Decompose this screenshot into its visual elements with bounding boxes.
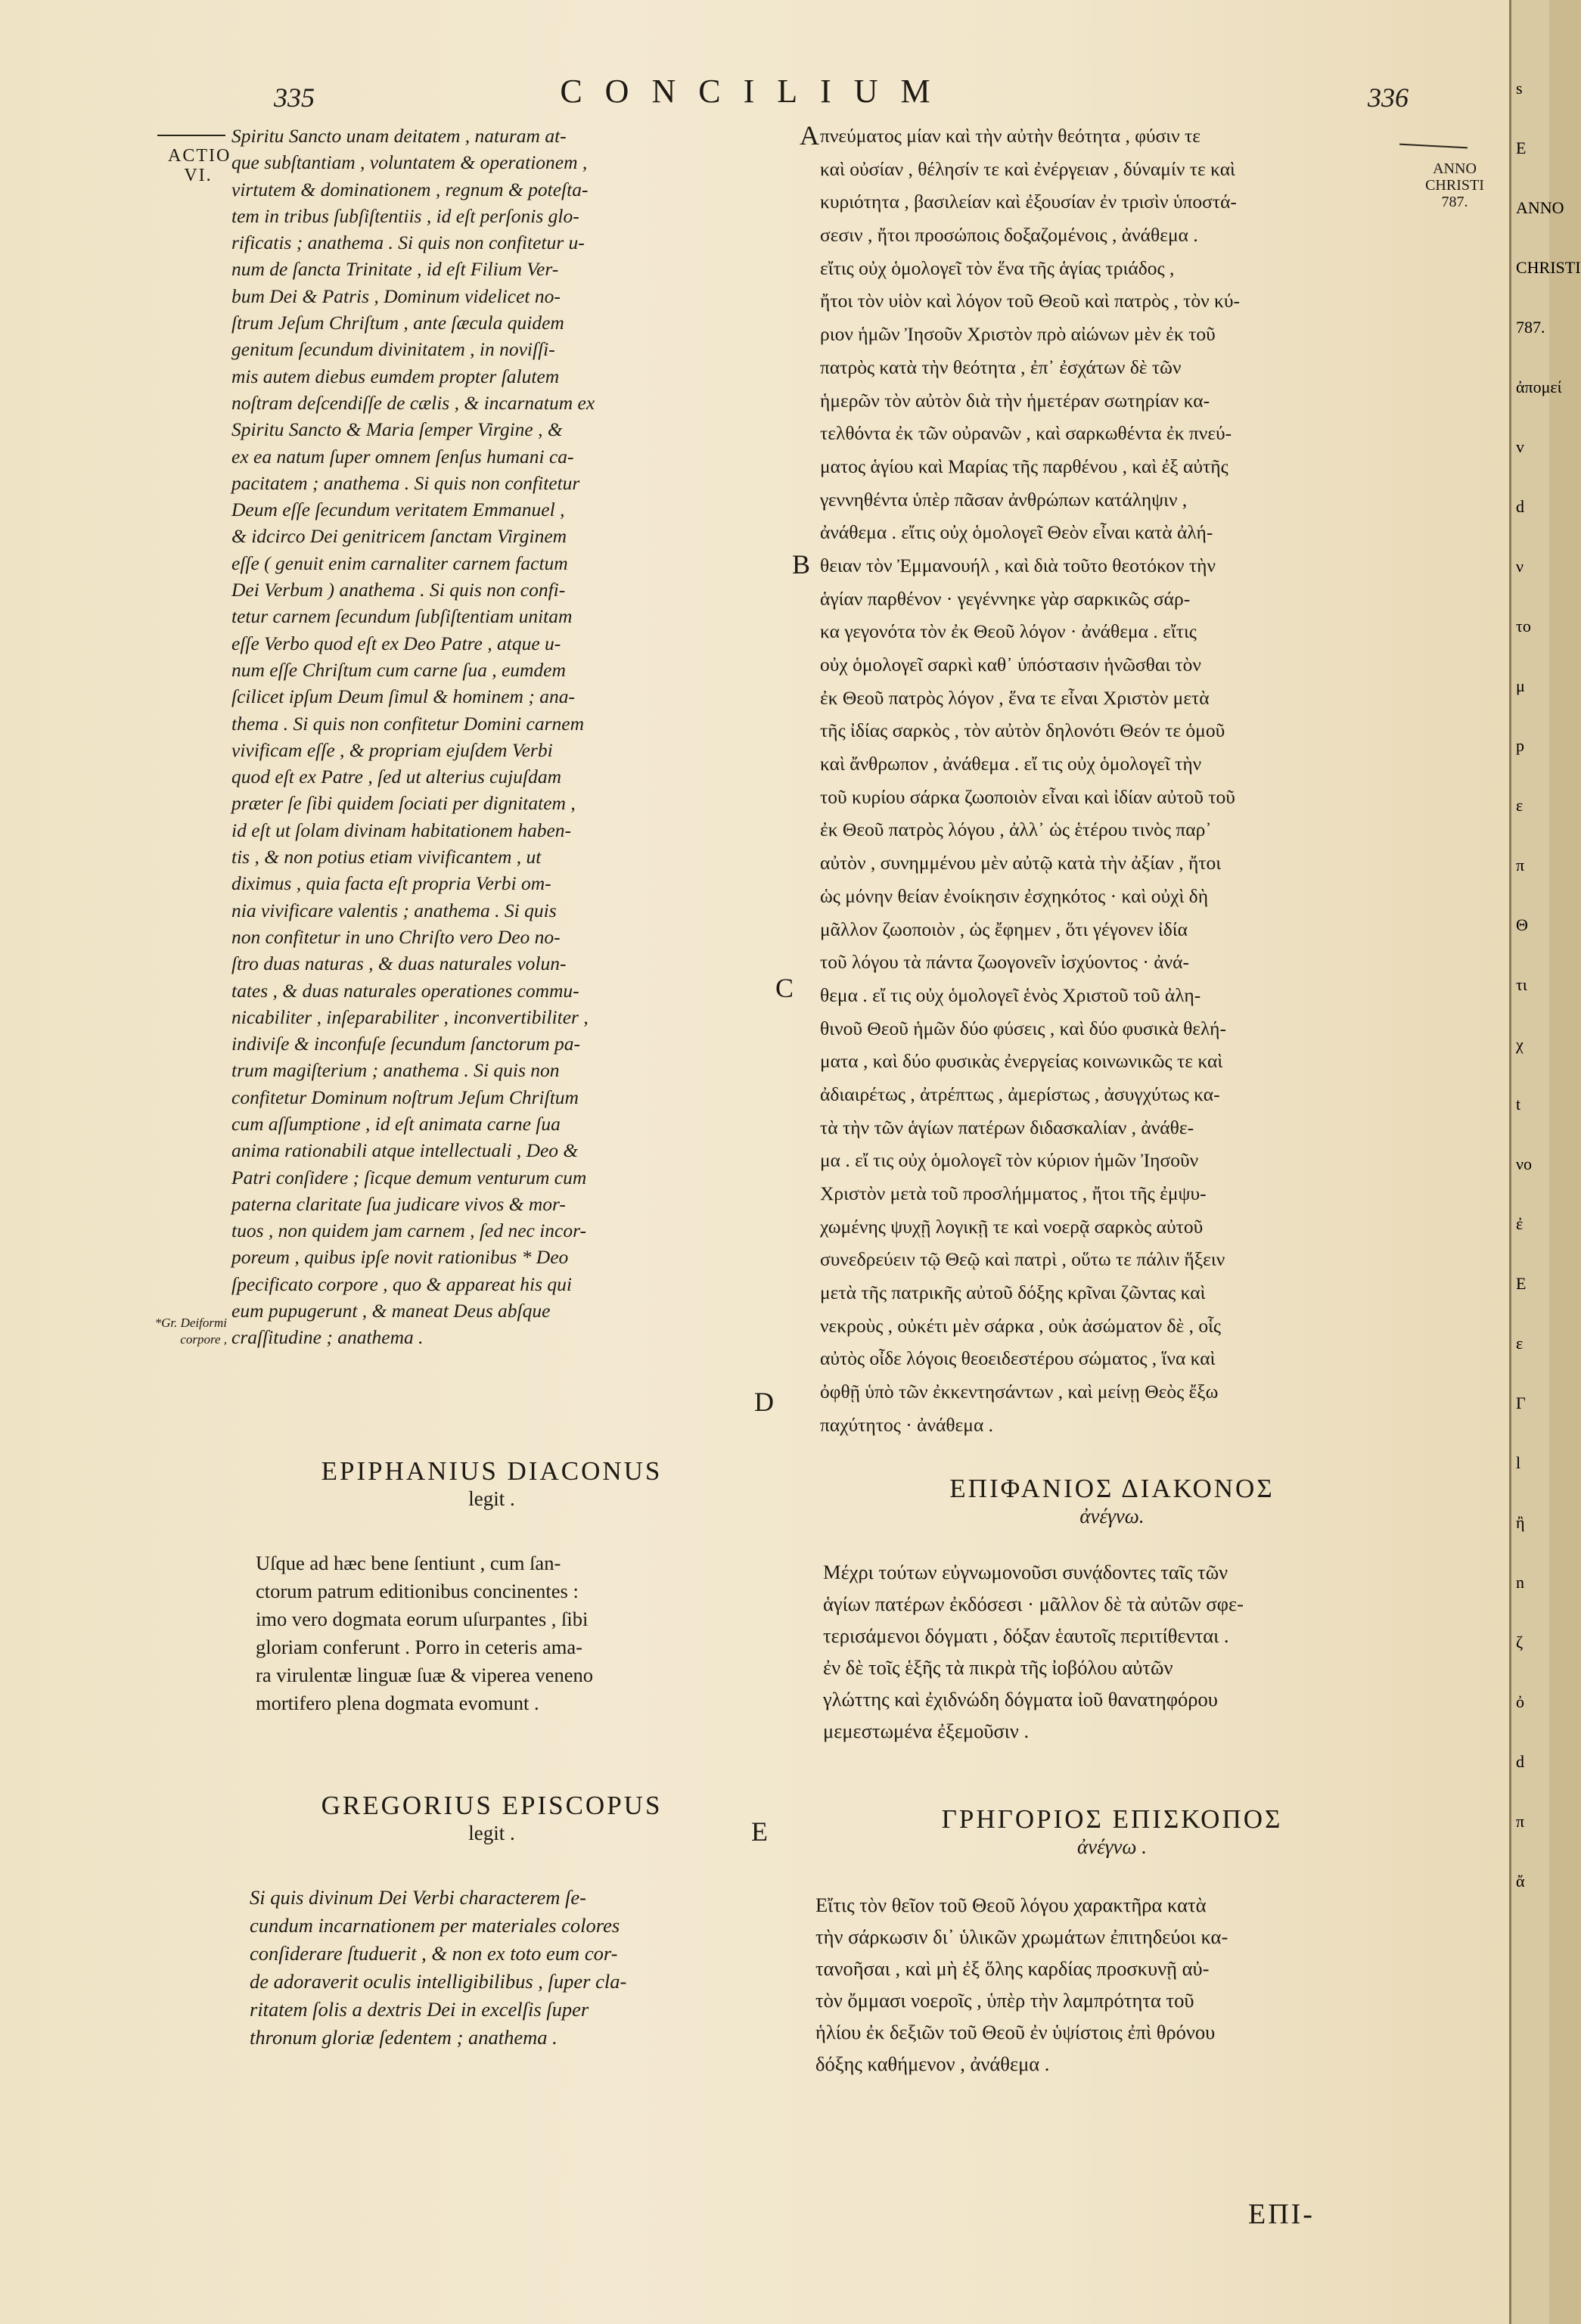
greek-text-line: νεκροὺς , οὐκέτι μὲν σάρκα , οὐκ ἀσώματον δὲ , οἷς (820, 1314, 1222, 1337)
latin-text-line: paterna claritate ſua judicare vivos & mor- (231, 1192, 566, 1215)
adjacent-page-fragment: d (1516, 1752, 1524, 1771)
greek-text-line: χωμένης ψυχῇ λογικῇ τε καὶ νοερᾷ σαρκὸς αὐτοῦ (820, 1215, 1204, 1238)
margin-rule-right (1399, 144, 1468, 149)
latin-text-line: id eſt ut ſolam divinam habitationem haben- (231, 819, 572, 841)
epiphanius-greek-sub: ἀνέγνω. (1079, 1505, 1145, 1527)
latin-text-line: eſſe Verbo quod eſt ex Deo Patre , atque u- (231, 632, 561, 654)
greek-text-line: ριον ἡμῶν Ἰησοῦν Χριστὸν πρὸ αἰώνων μὲν ἐκ τοῦ (820, 323, 1216, 346)
latin-text-line: diximus , quia facta eſt propria Verbi om- (231, 872, 551, 895)
epiphanius-latin-title: EPIPHANIUS DIACONUS (321, 1456, 663, 1486)
latin-text-line: tates , & duas naturales operationes commu- (231, 979, 579, 1002)
adjacent-page-fragment: t (1516, 1095, 1521, 1114)
page-number-left: 335 (274, 82, 315, 113)
adjacent-page-fragment: ζ (1516, 1633, 1524, 1651)
section-letter-b: B (792, 549, 811, 579)
greek-text-line: οὐχ ὁμολογεῖ σαρκὶ καθ᾽ ὑπόστασιν ἡνῶσθαι τὸν (820, 654, 1201, 676)
greek-text-line: ὡς μόνην θείαν ἐνοίκησιν ἐσχηκότος · καὶ οὐχὶ δὴ (820, 884, 1209, 907)
page-number-right: 336 (1368, 82, 1409, 113)
latin-text-line: num eſſe Chriſtum cum carne ſua , eumdem (231, 658, 566, 681)
greek-text-line: παχύτητος · ἀνάθεμα . (820, 1413, 994, 1436)
adjacent-page-fragment: ν (1516, 557, 1524, 576)
latin-text-line: pacitatem ; anathema . Si quis non confitetur (231, 471, 580, 494)
latin-text-line: ex ea natum ſuper omnem ſenſus humani ca- (231, 445, 574, 468)
adjacent-page-fragment: 787. (1516, 318, 1545, 337)
margin-rule-left (157, 135, 225, 136)
greek-text-line: ἀνάθεμα . εἴτις οὐχ ὁμολογεῖ Θεὸν εἶναι κατὰ ἀλή- (820, 521, 1213, 544)
gregorius-latin-line: conſiderare ſtuduerit , & non ex toto eum cor- (250, 1942, 618, 1965)
latin-text-line: Spiritu Sancto unam deitatem , naturam at- (231, 125, 567, 147)
adjacent-page-fragment: ἐ (1516, 1214, 1524, 1233)
greek-text-line: ὀφθῇ ὑπὸ τῶν ἐκκεντησάντων , καὶ μείνῃ Θεὸς ἔξω (820, 1381, 1219, 1403)
greek-text-line: ἀδιαιρέτως , ἀτρέπτως , ἀμερίστως , ἀσυγχύτως κα- (820, 1083, 1220, 1105)
adjacent-page-fragment: d (1516, 497, 1524, 516)
latin-text-line: vivificam eſſe , & propriam ejuſdem Verbi (231, 738, 553, 761)
adjacent-page-fragment: ἄ (1516, 1872, 1525, 1891)
greek-text-line: τελθόντα ἐκ τῶν οὐρανῶν , καὶ σαρκωθέντα ἐκ πνεύ- (820, 422, 1232, 445)
adjacent-page-fragment: p (1516, 736, 1524, 755)
latin-text-line: tetur carnem ſecundum ſubſiſtentiam unitam (231, 605, 573, 628)
latin-text-line: tem in tribus ſubſiſtentiis , id eſt perſonis glo- (231, 204, 579, 227)
margin-footnote (113, 1315, 227, 1348)
latin-text-line: eum pupugerunt , & maneat Deus abſque (231, 1300, 551, 1322)
epiphanius-latin-sub: legit . (468, 1487, 515, 1510)
latin-text-line: num de ſancta Trinitate , id eſt Filium Ver- (231, 258, 559, 281)
epiphanius-latin-line: ctorum patrum editionibus concinentes : (256, 1580, 579, 1602)
latin-text-line: craſſitudine ; anathema . (231, 1326, 424, 1349)
adjacent-page-fragment: E (1516, 138, 1527, 157)
epiphanius-latin-line: Uſque ad hæc bene ſentiunt , cum ſan- (256, 1552, 561, 1574)
latin-text-line: noſtram deſcendiſſe de cælis , & incarnatum ex (231, 391, 595, 414)
adjacent-page-fragment: το (1516, 617, 1531, 635)
greek-text-line: αὐτὸς οἶδε λόγοις θεοειδεστέρου σώματος , ἵνα καὶ (820, 1347, 1216, 1370)
adjacent-page-fragment: n (1516, 1573, 1524, 1592)
epiphanius-latin-text (256, 1549, 593, 1717)
greek-text-line: εἴτις οὐχ ὁμολογεῖ τὸν ἕνα τῆς ἁγίας τριάδος , (820, 256, 1175, 279)
margin-actio (168, 146, 231, 185)
greek-text-line: καὶ ἄνθρωπον , ἀνάθεμα . εἴ τις οὐχ ὁμολογεῖ τὴν (820, 753, 1202, 775)
epiphanius-greek-heading (779, 1474, 1445, 1528)
latin-text-line: virtutem & dominationem , regnum & poteſta- (231, 178, 589, 200)
greek-text-line: μᾶλλον ζωοποιὸν , ὡς ἔφημεν , ὅτι γέγονεν ἰδία (820, 918, 1188, 940)
epiphanius-latin-line: imo vero dogmata eorum uſurpantes , ſibi (256, 1608, 589, 1630)
epiphanius-greek-line: τερισάμενοι δόγματι , δόξαν ἑαυτοῖς περιτίθενται . (823, 1624, 1229, 1647)
adjacent-page-fragment: ε (1516, 796, 1524, 815)
latin-text-line: tis , & non potius etiam vivificantem , ut (231, 846, 542, 868)
greek-text-line: θεμα . εἴ τις οὐχ ὁμολογεῖ ἑνὸς Χριστοῦ τοῦ ἀλη- (820, 983, 1201, 1006)
gregorius-greek-line: τὴν σάρκωσιν δι᾽ ὑλικῶν χρωμάτων ἐπιτηδεύοι κα- (815, 1925, 1228, 1948)
gregorius-latin-title: GREGORIUS EPISCOPUS (321, 1791, 663, 1820)
gregorius-latin-line: ritatem ſolis a dextris Dei in excelſis ſuper (250, 1998, 589, 2021)
latin-text-line: nia vivificare valentis ; anathema . Si quis (231, 899, 557, 921)
adjacent-page-fragment: ἀπομεί (1516, 377, 1562, 396)
section-letter-d: D (754, 1387, 774, 1417)
adjacent-page-fragment: ἢ (1516, 1513, 1525, 1532)
latin-text-line: Deum eſſe ſecundum veritatem Emmanuel , (231, 499, 565, 521)
adjacent-page-edge (1509, 0, 1581, 2324)
adjacent-page-fragment: π (1516, 856, 1525, 875)
gregorius-greek-heading (779, 1804, 1445, 1859)
greek-text-line: ἤτοι τὸν υἱὸν καὶ λόγον τοῦ Θεοῦ καὶ πατρὸς , τὸν κύ- (820, 290, 1241, 312)
gregorius-greek-line: τανοῆσαι , καὶ μὴ ἐξ ὅλης καρδίας προσκυνῇ αὐ- (815, 1957, 1210, 1980)
gregorius-latin-line: thronum gloriæ ſedentem ; anathema . (250, 2026, 558, 2049)
greek-text-line: τοῦ κυρίου σάρκα ζωοποιὸν εἶναι καὶ ἰδίαν αὐτοῦ τοῦ (820, 785, 1235, 808)
epiphanius-latin-line: mortifero plena dogmata evomunt . (256, 1692, 539, 1714)
epiphanius-greek-line: Μέχρι τούτων εὐγνωμονοῦσι συνᾴδοντες ταῖς τῶν (823, 1561, 1228, 1583)
adjacent-page-fragment: s (1516, 79, 1523, 98)
latin-text-line: Spiritu Sancto & Maria ſemper Virgine , & (231, 418, 563, 441)
gregorius-latin-line: de adoraverit oculis intelligibilibus , ſuper cla- (250, 1970, 627, 1993)
epiphanius-latin-line: ra virulentæ linguæ ſuæ & viperea veneno (256, 1664, 593, 1686)
adjacent-page-fragment: ὀ (1516, 1692, 1524, 1711)
latin-text-line: præter ſe ſibi quidem ſociati per dignitatem , (231, 792, 576, 815)
epiphanius-greek-line: ἐν δὲ τοῖς ἑξῆς τὰ πικρὰ τῆς ἰοβόλου αὐτῶν (823, 1656, 1173, 1679)
latin-text-line: Patri conſidere ; ſicque demum venturum cum (231, 1166, 587, 1188)
gregorius-greek-sub: ἀνέγνω . (1077, 1835, 1147, 1858)
latin-text-line: ſtrum Jeſum Chriſtum , ante ſæcula quidem (231, 312, 564, 334)
greek-text-line: καὶ οὐσίαν , θέλησίν τε καὶ ἐνέργειαν , δύναμίν τε καὶ (820, 157, 1235, 180)
latin-text-line: mis autem diebus eumdem propter ſalutem (231, 365, 560, 387)
latin-text-line: non confitetur in uno Chriſto vero Deo no- (231, 925, 561, 948)
greek-text-line: ἐκ Θεοῦ πατρὸς λόγου , ἀλλ᾽ ὡς ἑτέρου τινὸς παρ᾽ (820, 819, 1212, 841)
latin-text-line: anima rationabili atque intellectuali , Deo & (231, 1139, 579, 1162)
latin-text-line: eſſe ( genuit enim carnaliter carnem factum (231, 551, 568, 574)
greek-text-line: μετὰ τῆς πατρικῆς αὐτοῦ δόξης κρῖναι ζῶντας καὶ (820, 1282, 1206, 1304)
greek-text-line: μα . εἴ τις οὐχ ὁμολογεῖ τὸν κύριον ἡμῶν Ἰησοῦν (820, 1149, 1199, 1172)
latin-text-line: quod eſt ex Patre , ſed ut alterius cujuſdam (231, 766, 562, 788)
greek-text-line: πνεύματος μίαν καὶ τὴν αὐτὴν θεότητα , φύσιν τε (820, 125, 1201, 147)
epiphanius-greek-line: ἁγίων πατέρων ἐκδόσεσι · μᾶλλον δὲ τὰ αὐτῶν σφε- (823, 1592, 1244, 1615)
adjacent-page-fragment: Ε (1516, 1274, 1527, 1293)
greek-text-line: τῆς ἰδίας σαρκὸς , τὸν αὐτὸν δηλονότι Θεόν τε ὁμοῦ (820, 719, 1225, 742)
anno-label: ANNO (1433, 160, 1477, 177)
gregorius-greek-line: Εἴτις τὸν θεῖον τοῦ Θεοῦ λόγου χαρακτῆρα κατὰ (815, 1894, 1207, 1916)
gregorius-latin-line: cundum incarnationem per materiales colores (250, 1914, 620, 1937)
latin-text-line: indiviſe & inconfuſe ſecundum ſanctorum pa- (231, 1033, 581, 1055)
gregorius-greek-line: δόξης καθήμενον , ἀνάθεμα . (815, 2052, 1050, 2075)
actio-number: VI. (184, 166, 213, 185)
greek-text-line: τὰ τὴν τῶν ἁγίων πατέρων διδασκαλίαν , ἀνάθε- (820, 1116, 1194, 1139)
greek-text-line: ματα , καὶ δύο φυσικὰς ἐνεργείας κοινωνικῶς τε καὶ (820, 1050, 1223, 1073)
footnote-label-cont: corpore , (180, 1332, 227, 1347)
section-letter-e: E (751, 1816, 768, 1847)
adjacent-page-fragment: μ (1516, 676, 1525, 695)
adjacent-page-fragment: Θ (1516, 915, 1528, 934)
greek-text-line: Χριστὸν μετὰ τοῦ προσλήμματος , ἤτοι τῆς ἐμψυ- (820, 1182, 1207, 1204)
latin-text-line: Dei Verbum ) anathema . Si quis non confi- (231, 579, 566, 601)
greek-text-line: ἡμερῶν τὸν αὐτὸν διὰ τὴν ἡμετέραν σωτηρίαν κα- (820, 389, 1210, 412)
latin-text-line: tuos , non quidem jam carnem , ſed nec incor- (231, 1219, 587, 1242)
latin-text-line: ſpecificato corpore , quo & appareat his qui (231, 1272, 572, 1295)
greek-text-line: αὐτὸν , συνημμένου μὲν αὐτῷ κατὰ τὴν ἀξίαν , ἤτοι (820, 852, 1222, 875)
latin-text-line: ſcilicet ipſum Deum ſimul & hominem ; ana- (231, 685, 575, 708)
greek-text-line: κυριότητα , βασιλείαν καὶ ἐξουσίαν ἐν τρισὶν ὑποστά- (820, 191, 1237, 213)
section-letter-a: A (800, 120, 819, 151)
gregorius-greek-line: ἡλίου ἐκ δεξιῶν τοῦ Θεοῦ ἐν ὑψίστοις ἐπὶ θρόνου (815, 2021, 1216, 2043)
latin-text-line: genitum ſecundum divinitatem , in noviſſi- (231, 338, 555, 361)
latin-text-line: bum Dei & Patris , Dominum videlicet no- (231, 284, 561, 307)
gregorius-latin-line: Si quis divinum Dei Verbi characterem ſe- (250, 1886, 587, 1909)
running-title: CONCILIUM (560, 73, 953, 110)
adjacent-page-fragment: π (1516, 1812, 1525, 1831)
adjacent-page-fragment: τι (1516, 975, 1527, 994)
gregorius-latin-text (250, 1884, 626, 2052)
latin-text-line: poreum , quibus ipſe novit rationibus * Deo (231, 1246, 569, 1269)
epiphanius-latin-line: gloriam conferunt . Porro in ceteris ama- (256, 1636, 582, 1658)
greek-text-line: πατρὸς κατὰ τὴν θεότητα , ἐπ᾽ ἐσχάτων δὲ τῶν (820, 356, 1182, 378)
latin-text-line: rificatis ; anathema . Si quis non confitetur u- (231, 231, 585, 254)
greek-text-line: συνεδρεύειν τῷ Θεῷ καὶ πατρὶ , οὕτω τε πάλιν ἥξειν (820, 1248, 1225, 1271)
greek-column (820, 123, 1240, 1445)
latin-text-line: thema . Si quis non confitetur Domini carnem (231, 712, 585, 735)
gregorius-greek-text (815, 1891, 1228, 2082)
adjacent-page-fragment: ANNO (1516, 198, 1564, 217)
gregorius-greek-line: τὸν ὄμμασι νοεροῖς , ὑπὲρ τὴν λαμπρότητα τοῦ (815, 1989, 1194, 2012)
epiphanius-greek-text (823, 1558, 1244, 1749)
greek-text-line: γεννηθέντα ὑπὲρ πᾶσαν ἀνθρώπων κατάληψιν , (820, 488, 1188, 511)
latin-text-line: nicabiliter , inſeparabiliter , inconvertibiliter , (231, 1005, 589, 1028)
gregorius-latin-heading (227, 1791, 756, 1845)
section-letter-c: C (775, 973, 794, 1003)
epiphanius-greek-line: γλώττης καὶ ἐχιδνώδη δόγματα ἰοῦ θανατηφόρου (823, 1688, 1218, 1710)
greek-text-line: ἁγίαν παρθένον · γεγέννηκε γὰρ σαρκικῶς σάρ- (820, 587, 1191, 610)
margin-anno (1413, 160, 1496, 210)
adjacent-page-fragment: ε (1516, 1334, 1524, 1353)
latin-column (231, 123, 595, 1351)
latin-text-line: ſtro duas naturas , & duas naturales volun- (231, 952, 567, 975)
actio-label: ACTIO (168, 146, 231, 166)
adjacent-page-fragment: νo (1516, 1154, 1532, 1173)
latin-text-line: cum aſſumptione , id eſt animata carne ſua (231, 1112, 561, 1135)
greek-text-line: σεσιν , ἤτοι προσώποις δοξαζομένοις , ἀνάθεμα . (820, 224, 1198, 247)
adjacent-page-fragment: CHRISTI (1516, 258, 1581, 277)
adjacent-page-fragment: Γ (1516, 1393, 1526, 1412)
greek-text-line: ματος ἁγίου καὶ Μαρίας τῆς παρθένου , καὶ ἐξ αὐτῆς (820, 455, 1228, 477)
greek-text-line: κα γεγονότα τὸν ἐκ Θεοῦ λόγον · ἀνάθεμα . εἴτις (820, 620, 1197, 643)
latin-text-line: & idcirco Dei genitricem ſanctam Virginem (231, 525, 567, 548)
latin-text-line: que subſtantiam , voluntatem & operationem , (231, 151, 588, 174)
gregorius-latin-sub: legit . (468, 1822, 515, 1844)
latin-text-line: trum magiſterium ; anathema . Si quis non (231, 1059, 560, 1082)
epiphanius-greek-line: μεμεστωμένα ἐξεμοῦσιν . (823, 1720, 1030, 1742)
footnote-label: *Gr. Deiformi (154, 1316, 227, 1330)
christi-label: CHRISTI (1425, 177, 1484, 194)
greek-text-line: τοῦ λόγου τὰ πάντα ζωογονεῖν ἰσχύοντος · ἀνά- (820, 951, 1189, 974)
adjacent-page-fragment: l (1516, 1453, 1521, 1472)
year-label: 787. (1441, 194, 1468, 210)
adjacent-page-fragment: χ (1516, 1035, 1524, 1054)
greek-text-line: ἐκ Θεοῦ πατρὸς λόγον , ἕνα τε εἶναι Χριστὸν μετὰ (820, 686, 1210, 709)
latin-text-line: confitetur Dominum noſtrum Jeſum Chriſtum (231, 1086, 579, 1108)
catchword: ΕΠΙ- (1248, 2198, 1315, 2230)
gregorius-greek-title: ΓΡΗΓΟΡΙΟΣ ΕΠΙΣΚΟΠΟΣ (941, 1804, 1283, 1834)
epiphanius-greek-title: ΕΠΙΦΑΝΙΟΣ ΔΙΑΚΟΝΟΣ (949, 1474, 1275, 1503)
greek-text-line: θειαν τὸν Ἐμμανουήλ , καὶ διὰ τοῦτο θεοτόκον τὴν (820, 554, 1216, 576)
adjacent-page-fragment: v (1516, 437, 1524, 456)
epiphanius-latin-heading (227, 1456, 756, 1511)
greek-text-line: θινοῦ Θεοῦ ἡμῶν δύο φύσεις , καὶ δύο φυσικὰ θελή- (820, 1017, 1226, 1039)
